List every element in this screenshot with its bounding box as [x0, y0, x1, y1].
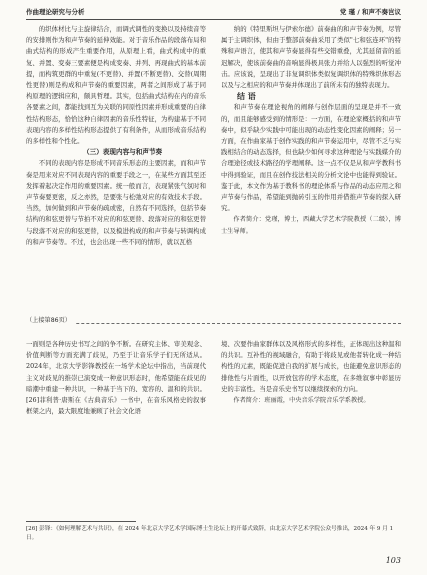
bottom-left-column: [26, 339, 206, 417]
section-divider: [26, 323, 401, 324]
paragraph: 不同的表现内容是形成不同音乐形态的主要因素，而和声节奏是用来对应不同表现内容的重要手段之一，在某些方面其至还发挥着起决定作用的重要因素。统一般而言，表现紧张气氛时和声节奏要更密，反之亦然，是要张与松弛对应的有效技术手段。当然，加何做到和声节奏的疏或密，自然有不同选择，包括节奏结构的和弦更替与节拍不对应的和弦更替、段落对应的和弦更替与段落不对应的和弦更替，以及模进构成的和声节奏与转调构成的和声节奏等。不过，也会出现一些不同的情形，就以瓦格: [26, 159, 206, 246]
article-author-title: 党 瑾 / 和声不奏岂议: [339, 8, 401, 16]
paragraph: 一面则是各种历史书写之间的争不断。在研究主体、审美观念、价值判断等方面充满了歧见，乃至于让音乐学子们无所适从。2024年，北京大学影锋教授在一场学术论坛中指出，当前现代主义对歧见的推崇已演变成一种意识形态时，他希望能在歧见的暗潮中重建一种共识，一种基于当下的、宽容的、温和的共识。[26]菲利普·唐斯在《古典音乐》一书中，在音乐风格史的叙事框架之内，最大限度地兼顾了社会文化语: [26, 340, 206, 416]
left-column: [26, 24, 206, 248]
paragraph: 的织体材比与主旋律结合，而调式调性的变换以及持续音等的安排则作为和声节奏的延伸效能。对于音乐作品的段落布局和曲式结构的形成产生重要作用，从原理上看，曲式构成中的重复、并置、变奏三要素便是构成变奏、并列、再现曲式的基本前提，而构筑更群的中重复(不更替)、并置(不断更替)、交替(周期性更替)则是构成和声节奏的重要因素，两者之间形成了基于同构原理的逻辑应和，颇具哲理。其实，包括曲式结构在内的音乐各要素之间，都能找到互为关联的同原性因素并形成重要的自律性结构形态，恰恰这种自律因素的音乐性特征，为构建基于不同表现内容的多样性结构形态提供了有利条件，从而形成音乐结构的多样性和个性化。: [26, 25, 206, 146]
paragraph: 境、次要作曲家群体以及风格形式的多样性，正体现出这种温和的共识。互补性的视域融合，有助于将歧见或他者转化成一种结构性的元素，既能促进自我的扩展与成长，也能避免意识形态的排他性与片面性，以开放包容的学术态度，在多维叙事中彰显历史的丰富性。当是音乐史书写以继续探索的方向。: [221, 340, 401, 393]
paragraph: 纳的《特里斯坦与伊索尔德》前奏曲的和声节奏为例，尽管属于主调织体，但由于整部前奏曲采用了类似"七和弦连环"的特殊和声语言，使其和声节奏显得有些交错重叠，尤其延留音的延迟解决，使该前奏曲的音响显得极具张力并给人以强烈的听觉冲击。应该说，呈现出了非复调织体类似复调织体的特殊织体形态以及与之相应的和声节奏并体现出了前所未有的独特表现力。: [221, 25, 401, 90]
conclusion-heading: 结 语: [237, 92, 256, 102]
right-column: [221, 24, 401, 237]
section-heading: （三）表现内容与和声节奏: [83, 148, 163, 157]
author-bio: 作者简介：班丽霞，中央音乐学院音乐学系教授。: [233, 397, 370, 405]
page-number: 103: [385, 556, 401, 565]
journal-section-title: 作曲理论研究与分析: [26, 8, 85, 16]
running-header: [26, 5, 401, 20]
author-bio: 作者简介：党瑾，博士，西藏大学艺术学院教授（二级），博士生导师。: [221, 216, 401, 235]
continued-label: （上接第86页）: [26, 315, 75, 324]
footnote: [26] 彭锋：《如何理解艺术与共识》，在 2024 年北京大学艺术学国际博士生论坛上的开幕式致辞，由北京大学艺术学院公众号推出，2024 年 9 月 1 日。: [26, 526, 394, 541]
footnote-rule: [26, 521, 136, 522]
bottom-right-column: [221, 339, 401, 406]
paragraph: 和声节奏在理论视角的阐释与创作层面的呈现是并不一致的，而且能够感受到的情形是：一方面，在理论家概括的和声节奏中，似乎缺少实践中可能出现的动态性变化因素的阐释；另一方面，在作曲家基于创作实践的和声节奏运用中，尽管不乏与实践相结合的动态选择，但也缺少如何寻求这种理论与实践媒介的合理途径或技术路径的学理阐释。这一点不仅是从和声学教科书中得到验证，而且在创作技法相关的分析文论中也能得到验证。鉴于此，本文作为基于教科书的理论体系与作品的动态应用之和声节奏与作品，希望能到抛砖引玉的作用并借推声节奏的探入研究。: [221, 103, 401, 213]
